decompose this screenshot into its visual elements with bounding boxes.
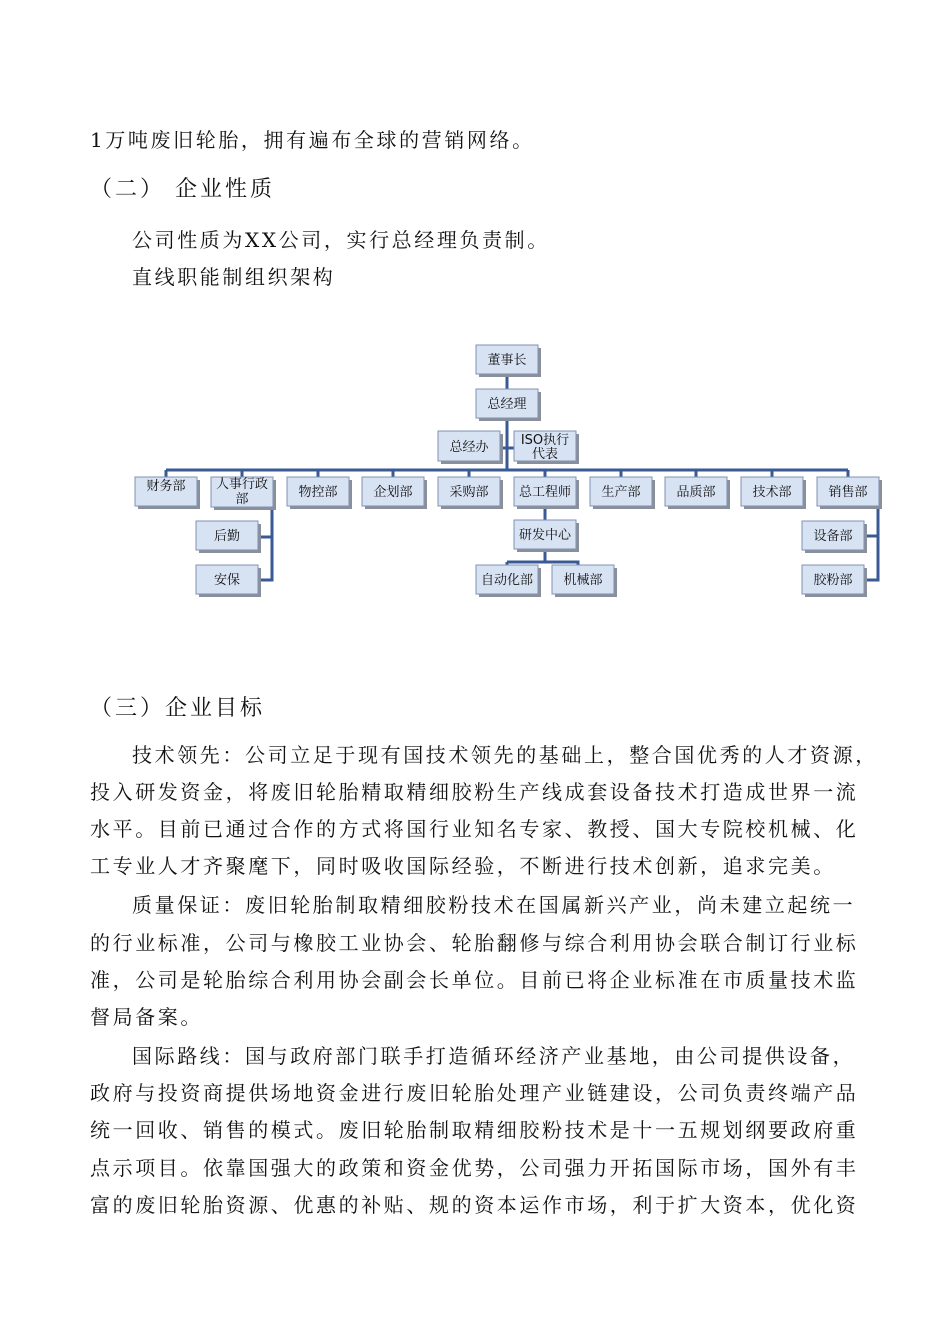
org-node-iso-label-1: ISO执行 <box>520 433 570 448</box>
org-node-sales <box>817 477 882 509</box>
org-node-planning-label: 企划部 <box>373 485 413 500</box>
org-node-hr-label-1: 人事行政 <box>215 477 269 492</box>
goals-line: 投入研发资金，将废旧轮胎精取精细胶粉生产线成套设备技术打造成世界一流 <box>90 780 859 804</box>
org-node-security-label: 安保 <box>213 573 241 588</box>
org-node-iso-label-2: 代表 <box>531 447 559 462</box>
org-node-finance <box>135 477 200 509</box>
goals-line: 准，公司是轮胎综合利用协会副会长单位。目前已将企业标准在市质量技术监 <box>90 968 859 992</box>
org-node-purchasing <box>438 477 503 509</box>
org-node-gm-office <box>438 431 503 464</box>
goals-line: 的行业标准，公司与橡胶工业协会、轮胎翻修与综合利用协会联合制订行业标 <box>90 931 859 955</box>
org-node-security <box>196 565 261 597</box>
org-node-gm-label: 总经理 <box>487 397 527 412</box>
org-chart <box>0 0 950 640</box>
org-node-mechanical <box>552 565 617 597</box>
goals-line: 督局备案。 <box>90 1005 203 1029</box>
org-node-materials-label: 物控部 <box>298 485 338 500</box>
org-node-equipment-label: 设备部 <box>813 529 853 544</box>
org-node-technology <box>741 477 806 509</box>
org-node-general-manager <box>476 389 541 421</box>
goals-line: 水平。目前已通过合作的方式将国行业知名专家、教授、国大专院校机械、化 <box>90 817 859 841</box>
goals-line: 政府与投资商提供场地资金进行废旧轮胎处理产业链建设，公司负责终端产品 <box>90 1081 859 1105</box>
org-node-chief-engineer-label: 总工程师 <box>518 485 572 500</box>
org-node-rubber-powder-label: 胶粉部 <box>813 573 853 588</box>
org-node-chairman-label: 董事长 <box>487 353 527 368</box>
org-node-rubber-powder <box>802 565 867 597</box>
org-node-sales-label: 销售部 <box>828 485 868 500</box>
section-heading-goals: （三）企业目标 <box>90 696 266 721</box>
goals-line: 质量保证：废旧轮胎制取精细胶粉技术在国属新兴产业，尚未建立起统一 <box>132 893 856 917</box>
org-node-iso-representative <box>514 431 579 464</box>
org-node-materials-control <box>287 477 352 509</box>
section-heading-nature: （二） 企业性质 <box>90 177 275 202</box>
org-node-equipment <box>802 521 867 553</box>
goals-line: 技术领先：公司立足于现有国技术领先的基础上，整合国优秀的人才资源， <box>132 743 878 767</box>
top-paragraph-line: 1万吨废旧轮胎，拥有遍布全球的营销网络。 <box>90 128 535 152</box>
org-node-production-label: 生产部 <box>601 485 641 500</box>
org-node-logistics-label: 后勤 <box>213 529 241 544</box>
org-node-technology-label: 技术部 <box>752 485 792 500</box>
org-node-production <box>590 477 655 509</box>
org-node-planning <box>362 477 427 509</box>
org-node-quality <box>665 477 730 509</box>
org-node-hr-admin <box>211 476 276 510</box>
org-node-logistics <box>196 521 261 553</box>
org-node-chief-engineer <box>514 477 579 509</box>
goals-line: 工专业人才齐聚麾下，同时吸收国际经验，不断进行技术创新，追求完美。 <box>90 854 836 878</box>
goals-line: 富的废旧轮胎资源、优惠的补贴、规的资本运作市场，利于扩大资本，优化资 <box>90 1193 859 1217</box>
org-node-hr-label-2: 部 <box>235 492 249 507</box>
org-node-finance-label: 财务部 <box>146 479 186 494</box>
org-node-purchasing-label: 采购部 <box>449 485 489 500</box>
nature-paragraph: 公司性质为XX公司，实行总经理负责制。 <box>132 228 550 252</box>
org-structure-caption: 直线职能制组织架构 <box>132 265 336 289</box>
org-node-rd-center <box>514 520 579 552</box>
org-node-automation <box>476 565 541 597</box>
org-node-automation-label: 自动化部 <box>480 573 534 588</box>
goals-line: 统一回收、销售的模式。废旧轮胎制取精细胶粉技术是十一五规划纲要政府重 <box>90 1118 859 1142</box>
org-node-chairman <box>476 345 541 377</box>
org-node-gm-office-label: 总经办 <box>449 440 489 455</box>
org-node-mechanical-label: 机械部 <box>563 573 603 588</box>
goals-line: 国际路线：国与政府部门联手打造循环经济产业基地，由公司提供设备， <box>132 1044 856 1068</box>
org-node-rd-center-label: 研发中心 <box>518 528 572 543</box>
goals-line: 点示项目。依靠国强大的政策和资金优势，公司强力开拓国际市场，国外有丰 <box>90 1156 859 1180</box>
org-node-quality-label: 品质部 <box>676 485 716 500</box>
